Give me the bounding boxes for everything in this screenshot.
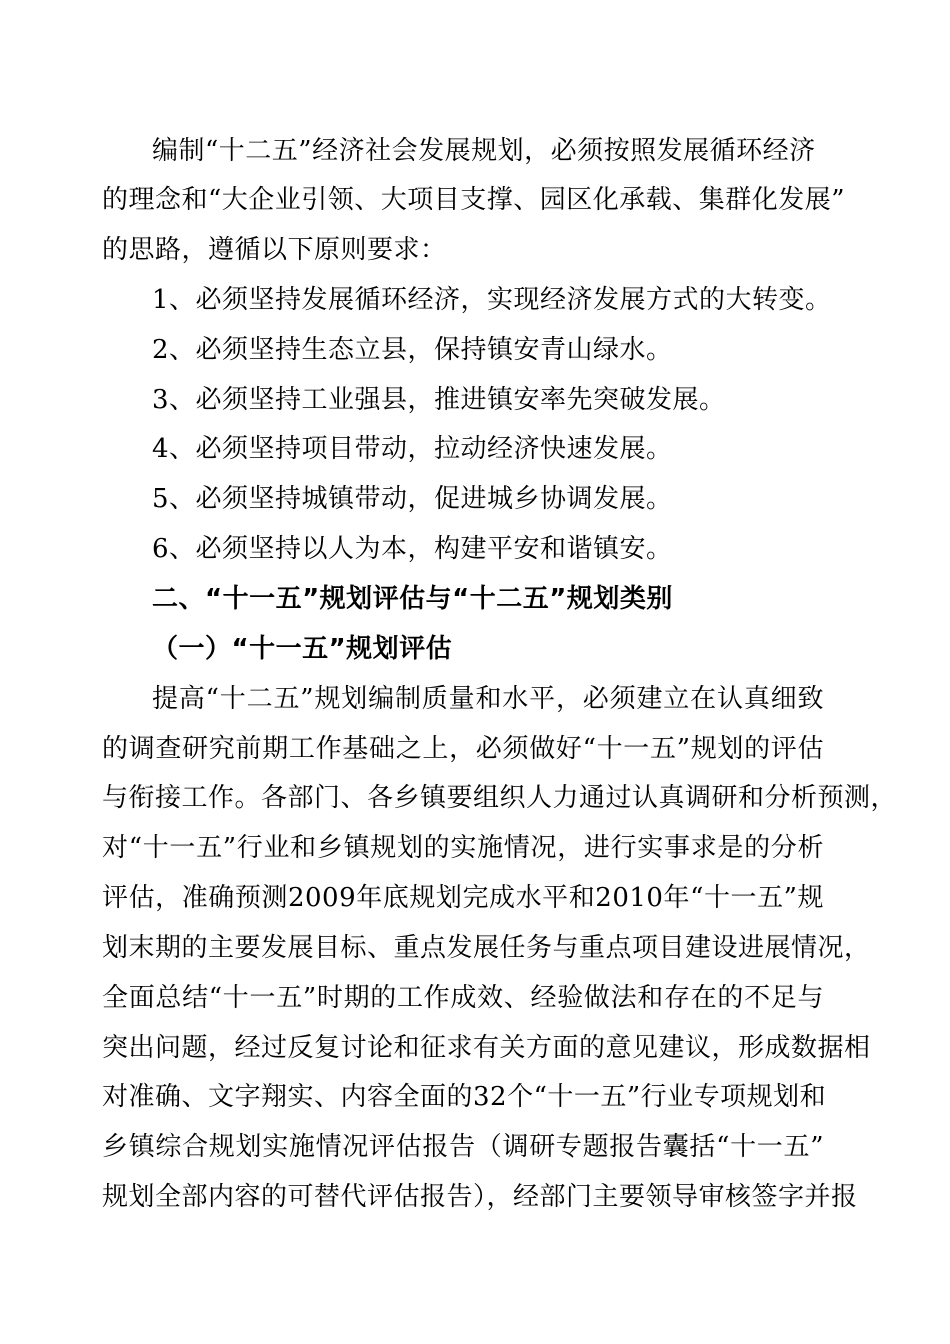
evaluation-line-3: 与衔接工作。各部门、各乡镇要组织人力通过认真调研和分析预测， xyxy=(102,783,898,813)
intro-line-3: 的思路，遵循以下原则要求： xyxy=(102,235,447,265)
principle-item-2: 2、必须坚持生态立县，保持镇安青山绿水。 xyxy=(152,335,673,365)
intro-line-1: 编制“十二五”经济社会发展规划，必须按照发展循环经济 xyxy=(152,136,816,166)
principle-item-1: 1、必须坚持发展循环经济，实现经济发展方式的大转变。 xyxy=(152,285,832,315)
evaluation-line-2: 的调查研究前期工作基础之上，必须做好“十一五”规划的评估 xyxy=(102,734,824,764)
section-heading: 二、“十一五”规划评估与“十二五”规划类别 xyxy=(152,584,673,614)
subsection-heading: （一）“十一五”规划评估 xyxy=(152,634,453,664)
evaluation-line-10: 乡镇综合规划实施情况评估报告（调研专题报告囊括“十一五” xyxy=(102,1132,824,1162)
evaluation-line-11: 规划全部内容的可替代评估报告），经部门主要领导审核签字并报 xyxy=(102,1182,858,1212)
intro-line-2: 的理念和“大企业引领、大项目支撑、园区化承载、集群化发展” xyxy=(102,185,846,215)
evaluation-line-7: 全面总结“十一五”时期的工作成效、经验做法和存在的不足与 xyxy=(102,983,824,1013)
evaluation-line-4: 对“十一五”行业和乡镇规划的实施情况，进行实事求是的分析 xyxy=(102,833,824,863)
principle-item-4: 4、必须坚持项目带动，拉动经济快速发展。 xyxy=(152,434,673,464)
principle-item-5: 5、必须坚持城镇带动，促进城乡协调发展。 xyxy=(152,484,673,514)
evaluation-line-5: 评估，准确预测2009年底规划完成水平和2010年“十一五”规 xyxy=(102,883,824,913)
evaluation-line-1: 提高“十二五”规划编制质量和水平，必须建立在认真细致 xyxy=(152,684,824,714)
evaluation-line-9: 对准确、文字翔实、内容全面的32个“十一五”行业专项规划和 xyxy=(102,1082,827,1112)
evaluation-line-8: 突出问题，经过反复讨论和征求有关方面的意见建议，形成数据相 xyxy=(102,1033,871,1063)
principle-item-3: 3、必须坚持工业强县，推进镇安率先突破发展。 xyxy=(152,385,726,415)
principle-item-6: 6、必须坚持以人为本，构建平安和谐镇安。 xyxy=(152,534,673,564)
evaluation-line-6: 划末期的主要发展目标、重点发展任务与重点项目建设进展情况， xyxy=(102,933,871,963)
